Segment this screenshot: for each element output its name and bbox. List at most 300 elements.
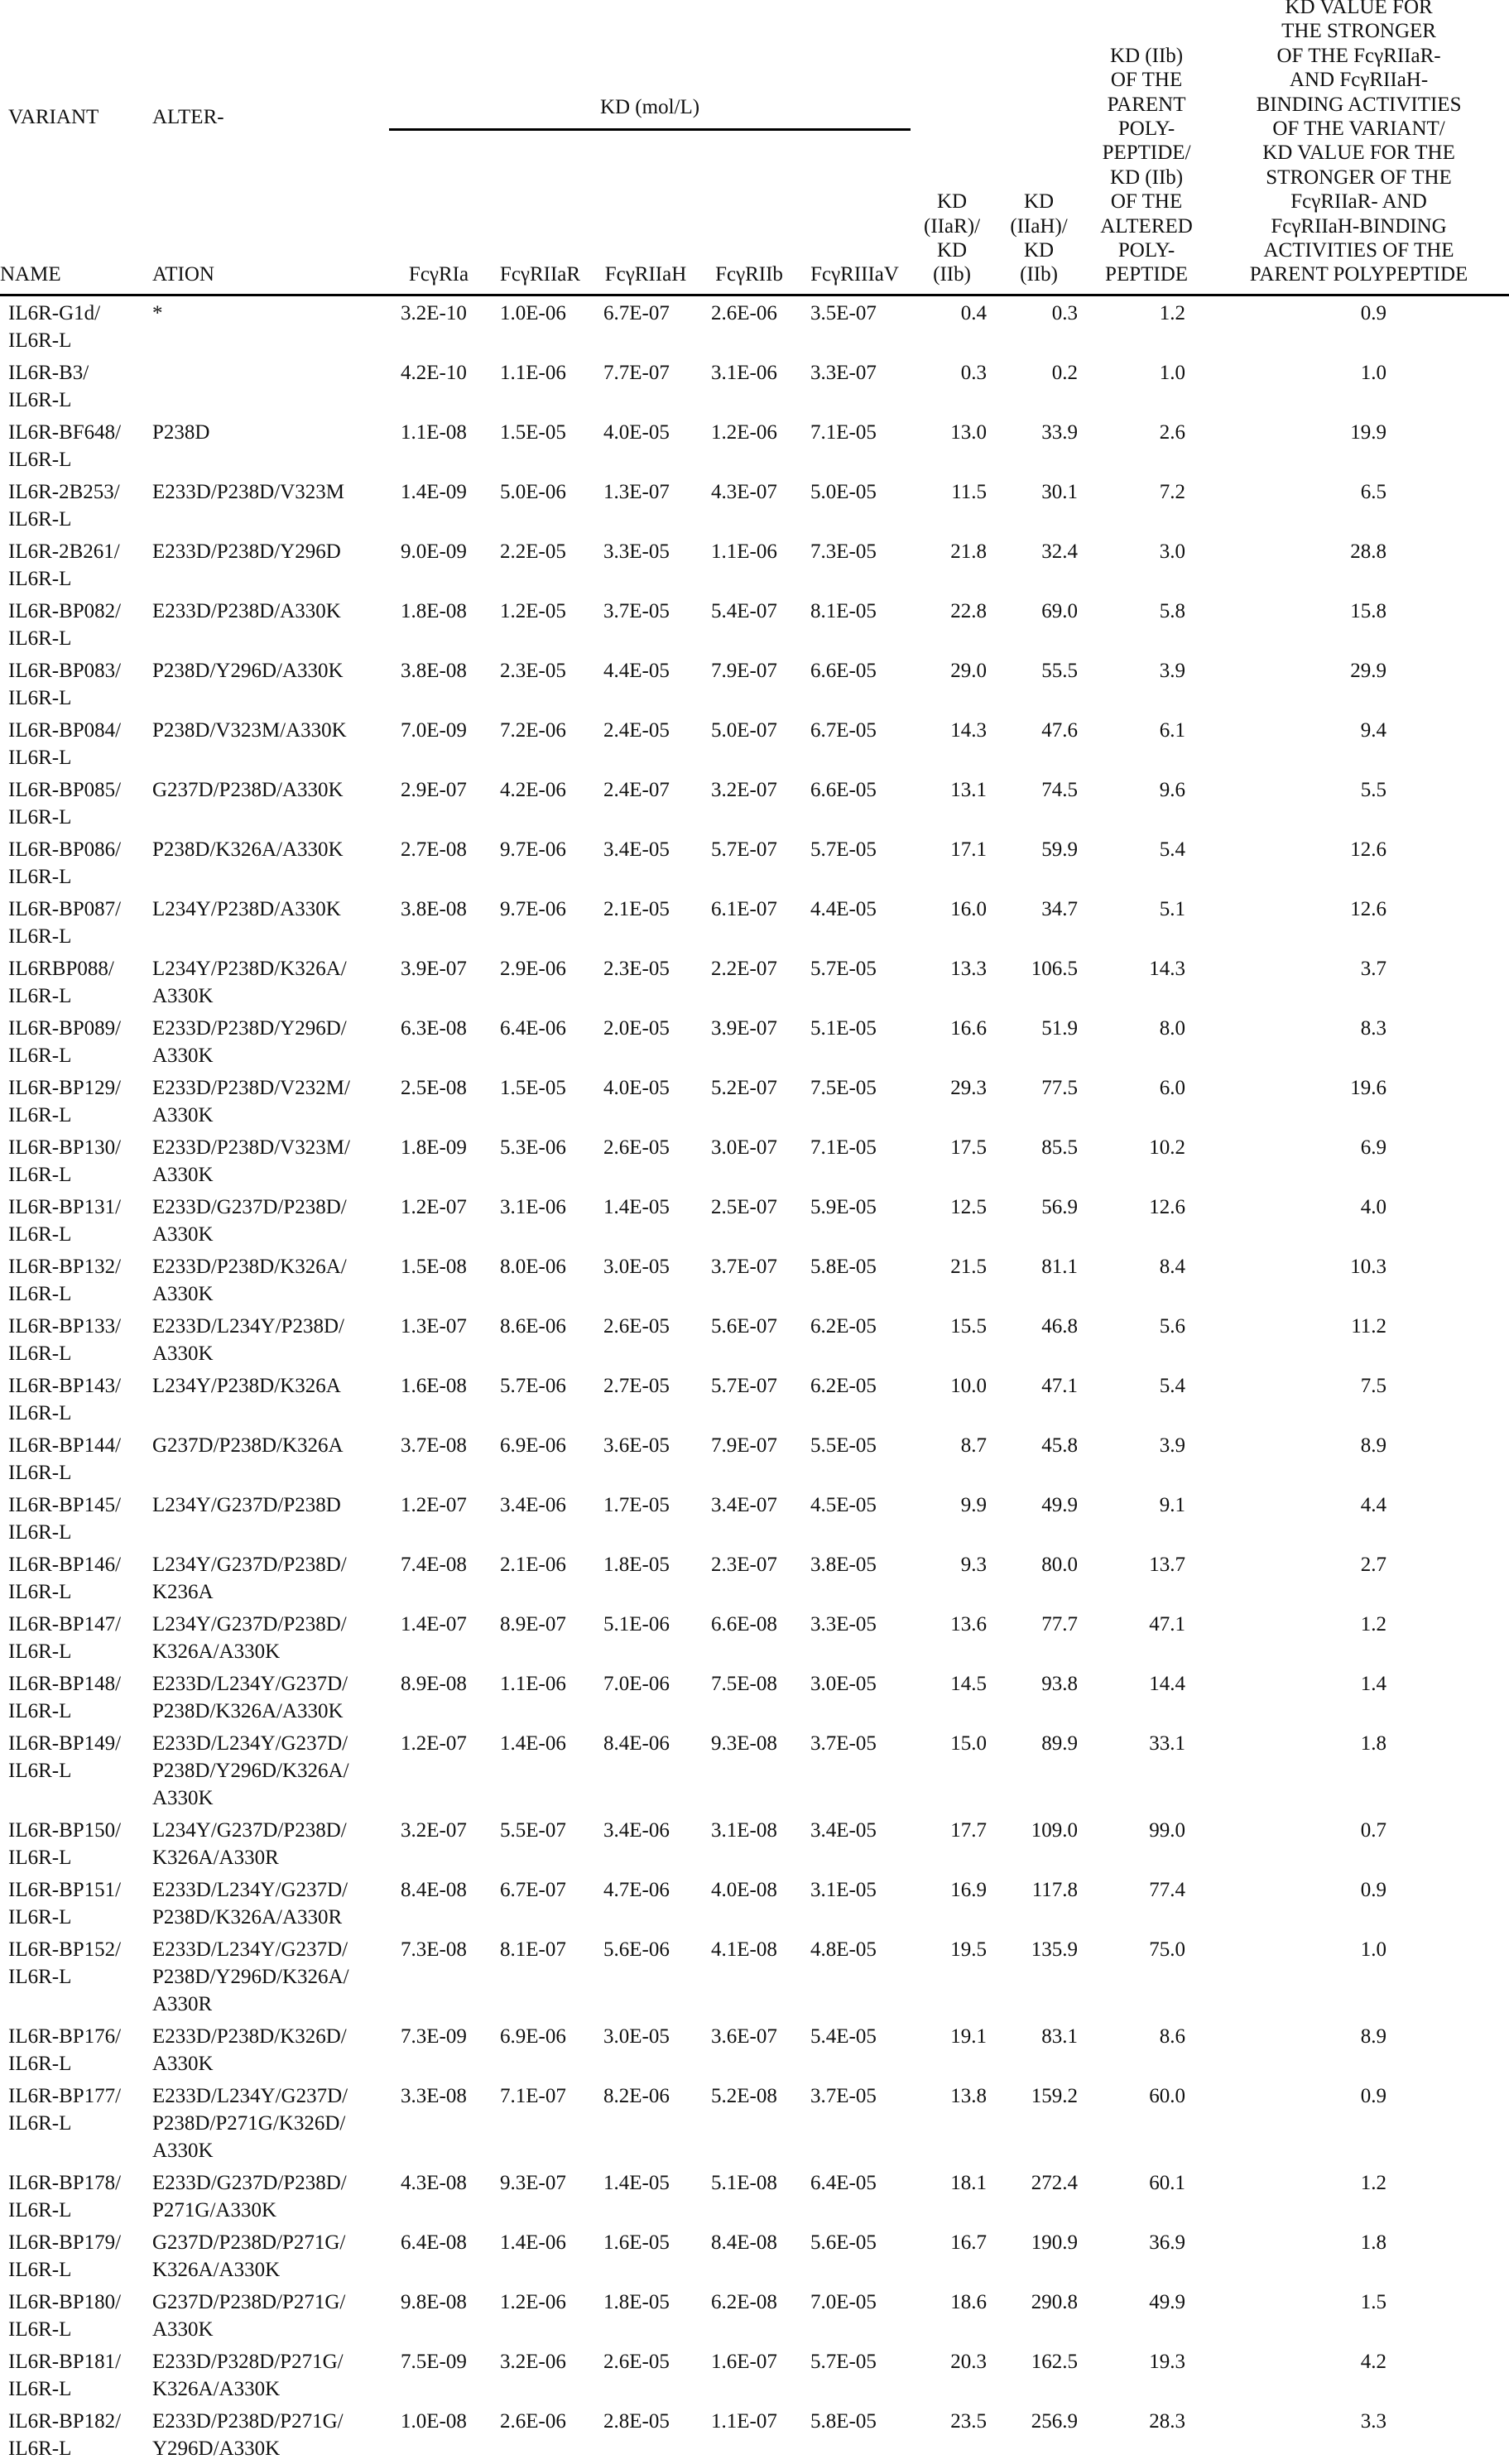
kd-fcgrIIaR: 6.9E-06 (488, 1429, 592, 1488)
ratio-iiah-iib: 51.9 (993, 1011, 1084, 1071)
kd-fcgrIIaR: 8.6E-06 (488, 1309, 592, 1369)
kd-fcgrIa: 1.5E-08 (389, 1250, 488, 1309)
ratio-stronger: 7.5 (1209, 1369, 1509, 1429)
header-fcgrIIaH: FcγRIIaH (592, 129, 699, 295)
kd-fcgrIa: 1.1E-08 (389, 415, 488, 475)
kd-fcgrIIaR: 9.7E-06 (488, 892, 592, 952)
kd-fcgrIIaR: 6.7E-07 (488, 1873, 592, 1933)
kd-fcgrIIb: 5.1E-08 (699, 2166, 799, 2226)
kd-fcgrIa: 1.8E-09 (389, 1131, 488, 1190)
kd-fcgrIIb: 1.2E-06 (699, 415, 799, 475)
kd-fcgrIIIaV: 3.0E-05 (799, 1667, 911, 1727)
ratio-iiar-iib: 16.9 (911, 1873, 993, 1933)
kd-fcgrIIaH: 4.7E-06 (592, 1873, 699, 1933)
ratio-parent-altered: 1.2 (1084, 295, 1209, 356)
kd-fcgrIa: 4.2E-10 (389, 356, 488, 415)
kd-fcgrIIaH: 3.3E-05 (592, 535, 699, 594)
kd-fcgrIIaR: 1.4E-06 (488, 1727, 592, 1813)
kd-fcgrIIb: 2.6E-06 (699, 295, 799, 356)
kd-fcgrIIaH: 7.0E-06 (592, 1667, 699, 1727)
table-row (0, 1933, 1509, 2020)
kd-fcgrIIIaV: 7.0E-05 (799, 2285, 911, 2345)
table-row (0, 2226, 1509, 2285)
kd-fcgrIIaH: 4.4E-05 (592, 654, 699, 713)
ratio-iiar-iib: 17.1 (911, 833, 993, 892)
kd-fcgrIIaR: 2.3E-05 (488, 654, 592, 713)
kd-fcgrIIb: 3.9E-07 (699, 1011, 799, 1071)
ratio-parent-altered: 28.3 (1084, 2404, 1209, 2464)
alteration: G237D/P238D/A330K (149, 773, 389, 833)
kd-fcgrIIaR: 1.4E-06 (488, 2226, 592, 2285)
variant-name: IL6R-BP130/ IL6R-L (0, 1131, 149, 1190)
kd-fcgrIa: 9.8E-08 (389, 2285, 488, 2345)
kd-fcgrIIaR: 2.9E-06 (488, 952, 592, 1011)
kd-fcgrIIIaV: 4.5E-05 (799, 1488, 911, 1548)
kd-fcgrIa: 3.8E-08 (389, 654, 488, 713)
kd-fcgrIIb: 5.4E-07 (699, 594, 799, 654)
variant-name: IL6R-BP182/ IL6R-L (0, 2404, 149, 2464)
kd-fcgrIa: 2.7E-08 (389, 833, 488, 892)
kd-fcgrIIb: 3.4E-07 (699, 1488, 799, 1548)
alteration: E233D/P238D/V323M (149, 475, 389, 535)
kd-fcgrIIIaV: 3.3E-05 (799, 1607, 911, 1667)
ratio-stronger: 15.8 (1209, 594, 1509, 654)
ratio-iiah-iib: 0.2 (993, 356, 1084, 415)
kd-fcgrIIaH: 2.1E-05 (592, 892, 699, 952)
variant-name: IL6R-BP148/ IL6R-L (0, 1667, 149, 1727)
table-row (0, 713, 1509, 773)
ratio-iiah-iib: 55.5 (993, 654, 1084, 713)
header-fcgrIIb: FcγRIIb (699, 129, 799, 295)
ratio-parent-altered: 5.8 (1084, 594, 1209, 654)
variant-name: IL6R-BP150/ IL6R-L (0, 1813, 149, 1873)
table-row (0, 1607, 1509, 1667)
variant-name: IL6R-BP086/ IL6R-L (0, 833, 149, 892)
ratio-parent-altered: 99.0 (1084, 1813, 1209, 1873)
alteration: G237D/P238D/P271G/ K326A/A330K (149, 2226, 389, 2285)
ratio-iiah-iib: 93.8 (993, 1667, 1084, 1727)
kd-fcgrIIb: 2.5E-07 (699, 1190, 799, 1250)
kd-fcgrIIaH: 1.8E-05 (592, 1548, 699, 1607)
ratio-stronger: 28.8 (1209, 535, 1509, 594)
kd-fcgrIa: 3.2E-07 (389, 1813, 488, 1873)
table-row (0, 2166, 1509, 2226)
kd-fcgrIIb: 3.2E-07 (699, 773, 799, 833)
ratio-iiar-iib: 11.5 (911, 475, 993, 535)
ratio-parent-altered: 8.6 (1084, 2020, 1209, 2079)
kd-fcgrIIaH: 4.0E-05 (592, 415, 699, 475)
kd-fcgrIIIaV: 6.6E-05 (799, 773, 911, 833)
kd-fcgrIIaH: 8.4E-06 (592, 1727, 699, 1813)
kd-fcgrIIb: 5.6E-07 (699, 1309, 799, 1369)
kd-fcgrIIb: 7.9E-07 (699, 654, 799, 713)
kd-fcgrIIIaV: 6.2E-05 (799, 1309, 911, 1369)
ratio-iiar-iib: 12.5 (911, 1190, 993, 1250)
ratio-stronger: 3.3 (1209, 2404, 1509, 2464)
variant-name: IL6R-BP151/ IL6R-L (0, 1873, 149, 1933)
variant-name: IL6R-2B253/ IL6R-L (0, 475, 149, 535)
kd-fcgrIIIaV: 3.7E-05 (799, 2079, 911, 2166)
table-row (0, 1813, 1509, 1873)
kd-fcgrIIaR: 8.9E-07 (488, 1607, 592, 1667)
kd-fcgrIIaR: 2.2E-05 (488, 535, 592, 594)
alteration: L234Y/P238D/K326A (149, 1369, 389, 1429)
ratio-stronger: 0.7 (1209, 1813, 1509, 1873)
table-row (0, 2285, 1509, 2345)
alteration: E233D/P238D/V323M/ A330K (149, 1131, 389, 1190)
kd-fcgrIIIaV: 5.0E-05 (799, 475, 911, 535)
kd-fcgrIIaH: 5.1E-06 (592, 1607, 699, 1667)
variant-name: IL6R-BP089/ IL6R-L (0, 1011, 149, 1071)
variant-name: IL6R-BP144/ IL6R-L (0, 1429, 149, 1488)
table-row (0, 1548, 1509, 1607)
ratio-iiar-iib: 13.1 (911, 773, 993, 833)
kd-fcgrIIaR: 1.2E-05 (488, 594, 592, 654)
ratio-iiar-iib: 9.9 (911, 1488, 993, 1548)
ratio-iiah-iib: 47.1 (993, 1369, 1084, 1429)
kd-fcgrIIIaV: 6.6E-05 (799, 654, 911, 713)
ratio-iiar-iib: 0.3 (911, 356, 993, 415)
ratio-iiar-iib: 9.3 (911, 1548, 993, 1607)
ratio-iiar-iib: 15.0 (911, 1727, 993, 1813)
kd-fcgrIIaH: 7.7E-07 (592, 356, 699, 415)
kd-fcgrIIIaV: 7.1E-05 (799, 415, 911, 475)
kd-fcgrIIaH: 2.3E-05 (592, 952, 699, 1011)
kd-fcgrIIaH: 2.8E-05 (592, 2404, 699, 2464)
kd-fcgrIIIaV: 3.5E-07 (799, 295, 911, 356)
header-alteration-top: ALTER- (149, 0, 389, 129)
ratio-parent-altered: 75.0 (1084, 1933, 1209, 2020)
ratio-parent-altered: 5.1 (1084, 892, 1209, 952)
kd-fcgrIIaH: 5.6E-06 (592, 1933, 699, 2020)
variant-name: IL6R-BP152/ IL6R-L (0, 1933, 149, 2020)
ratio-parent-altered: 12.6 (1084, 1190, 1209, 1250)
kd-fcgrIa: 1.3E-07 (389, 1309, 488, 1369)
ratio-parent-altered: 3.9 (1084, 654, 1209, 713)
ratio-stronger: 8.9 (1209, 1429, 1509, 1488)
kd-fcgrIIaH: 3.0E-05 (592, 1250, 699, 1309)
ratio-iiar-iib: 17.7 (911, 1813, 993, 1873)
kd-fcgrIIb: 2.3E-07 (699, 1548, 799, 1607)
header-variant-top: VARIANT (0, 0, 149, 129)
table-row (0, 2079, 1509, 2166)
kd-fcgrIIaH: 8.2E-06 (592, 2079, 699, 2166)
ratio-iiah-iib: 0.3 (993, 295, 1084, 356)
kd-fcgrIIb: 5.2E-08 (699, 2079, 799, 2166)
kd-fcgrIIaH: 2.6E-05 (592, 2345, 699, 2404)
kd-fcgrIa: 3.7E-08 (389, 1429, 488, 1488)
alteration: E233D/L234Y/G237D/ P238D/K326A/A330R (149, 1873, 389, 1933)
ratio-iiah-iib: 80.0 (993, 1548, 1084, 1607)
kd-fcgrIIb: 3.1E-06 (699, 356, 799, 415)
kd-fcgrIIb: 8.4E-08 (699, 2226, 799, 2285)
table-row (0, 2020, 1509, 2079)
kd-fcgrIIIaV: 5.7E-05 (799, 2345, 911, 2404)
kd-fcgrIIIaV: 7.3E-05 (799, 535, 911, 594)
ratio-iiah-iib: 32.4 (993, 535, 1084, 594)
table-row (0, 594, 1509, 654)
alteration: E233D/L234Y/G237D/ P238D/P271G/K326D/ A330K (149, 2079, 389, 2166)
kd-fcgrIIaH: 3.4E-05 (592, 833, 699, 892)
kd-fcgrIIb: 5.2E-07 (699, 1071, 799, 1131)
kd-fcgrIIaH: 6.7E-07 (592, 295, 699, 356)
ratio-iiar-iib: 23.5 (911, 2404, 993, 2464)
ratio-stronger: 1.5 (1209, 2285, 1509, 2345)
alteration: L234Y/G237D/P238D/ K326A/A330R (149, 1813, 389, 1873)
table-row (0, 1250, 1509, 1309)
ratio-stronger: 1.2 (1209, 1607, 1509, 1667)
ratio-iiar-iib: 21.8 (911, 535, 993, 594)
kd-fcgrIIaH: 2.6E-05 (592, 1309, 699, 1369)
kd-fcgrIIaH: 1.4E-05 (592, 1190, 699, 1250)
table-header (0, 0, 1509, 295)
table-row (0, 1131, 1509, 1190)
kd-fcgrIIaR: 2.6E-06 (488, 2404, 592, 2464)
alteration: E233D/P238D/Y296D/ A330K (149, 1011, 389, 1071)
kd-fcgrIa: 6.4E-08 (389, 2226, 488, 2285)
table-row (0, 892, 1509, 952)
kd-fcgrIIb: 9.3E-08 (699, 1727, 799, 1813)
ratio-parent-altered: 6.1 (1084, 713, 1209, 773)
kd-fcgrIIaH: 1.4E-05 (592, 2166, 699, 2226)
ratio-stronger: 6.9 (1209, 1131, 1509, 1190)
ratio-parent-altered: 49.9 (1084, 2285, 1209, 2345)
kd-fcgrIIIaV: 5.5E-05 (799, 1429, 911, 1488)
ratio-iiah-iib: 89.9 (993, 1727, 1084, 1813)
ratio-parent-altered: 19.3 (1084, 2345, 1209, 2404)
ratio-iiar-iib: 16.0 (911, 892, 993, 952)
ratio-parent-altered: 8.4 (1084, 1250, 1209, 1309)
kd-fcgrIa: 1.4E-07 (389, 1607, 488, 1667)
ratio-parent-altered: 5.6 (1084, 1309, 1209, 1369)
variant-name: IL6R-BP085/ IL6R-L (0, 773, 149, 833)
alteration: E233D/L234Y/G237D/ P238D/Y296D/K326A/ A330K (149, 1727, 389, 1813)
ratio-iiar-iib: 13.0 (911, 415, 993, 475)
ratio-iiah-iib: 106.5 (993, 952, 1084, 1011)
ratio-iiar-iib: 0.4 (911, 295, 993, 356)
ratio-iiar-iib: 18.1 (911, 2166, 993, 2226)
kd-fcgrIa: 3.3E-08 (389, 2079, 488, 2166)
variant-name: IL6R-BP133/ IL6R-L (0, 1309, 149, 1369)
kd-fcgrIIb: 4.0E-08 (699, 1873, 799, 1933)
header-fcgrIa: FcγRIa (389, 129, 488, 295)
kd-fcgrIIIaV: 5.4E-05 (799, 2020, 911, 2079)
kd-fcgrIa: 1.2E-07 (389, 1727, 488, 1813)
kd-fcgrIa: 8.9E-08 (389, 1667, 488, 1727)
ratio-parent-altered: 33.1 (1084, 1727, 1209, 1813)
table-row (0, 1429, 1509, 1488)
ratio-iiah-iib: 159.2 (993, 2079, 1084, 2166)
alteration: E233D/P238D/V232M/ A330K (149, 1071, 389, 1131)
alteration: G237D/P238D/P271G/ A330K (149, 2285, 389, 2345)
ratio-parent-altered: 36.9 (1084, 2226, 1209, 2285)
variant-name: IL6R-BP129/ IL6R-L (0, 1071, 149, 1131)
ratio-iiar-iib: 15.5 (911, 1309, 993, 1369)
ratio-iiah-iib: 256.9 (993, 2404, 1084, 2464)
kd-fcgrIa: 1.0E-08 (389, 2404, 488, 2464)
ratio-stronger: 5.5 (1209, 773, 1509, 833)
kd-fcgrIIIaV: 3.3E-07 (799, 356, 911, 415)
kd-fcgrIIb: 3.1E-08 (699, 1813, 799, 1873)
kd-fcgrIIIaV: 3.7E-05 (799, 1727, 911, 1813)
table-row (0, 654, 1509, 713)
kd-fcgrIIb: 1.6E-07 (699, 2345, 799, 2404)
kd-fcgrIIaR: 9.7E-06 (488, 833, 592, 892)
ratio-iiah-iib: 162.5 (993, 2345, 1084, 2404)
kd-fcgrIIIaV: 3.8E-05 (799, 1548, 911, 1607)
kd-fcgrIIaR: 1.5E-05 (488, 415, 592, 475)
ratio-iiar-iib: 14.3 (911, 713, 993, 773)
kd-fcgrIa: 7.3E-09 (389, 2020, 488, 2079)
kd-fcgrIIaR: 9.3E-07 (488, 2166, 592, 2226)
ratio-iiah-iib: 109.0 (993, 1813, 1084, 1873)
alteration: G237D/P238D/K326A (149, 1429, 389, 1488)
alteration: P238D (149, 415, 389, 475)
kd-fcgrIIIaV: 3.4E-05 (799, 1813, 911, 1873)
ratio-iiar-iib: 8.7 (911, 1429, 993, 1488)
kd-fcgrIIIaV: 5.1E-05 (799, 1011, 911, 1071)
variant-name: IL6R-BP176/ IL6R-L (0, 2020, 149, 2079)
table-row (0, 2404, 1509, 2464)
variant-name: IL6RBP088/ IL6R-L (0, 952, 149, 1011)
ratio-iiah-iib: 290.8 (993, 2285, 1084, 2345)
ratio-iiar-iib: 22.8 (911, 594, 993, 654)
kd-fcgrIIb: 2.2E-07 (699, 952, 799, 1011)
table-row (0, 415, 1509, 475)
variant-name: IL6R-2B261/ IL6R-L (0, 535, 149, 594)
ratio-stronger: 4.0 (1209, 1190, 1509, 1250)
ratio-iiar-iib: 16.6 (911, 1011, 993, 1071)
ratio-iiar-iib: 19.5 (911, 1933, 993, 2020)
kd-fcgrIIIaV: 5.8E-05 (799, 2404, 911, 2464)
variant-name: IL6R-BP179/ IL6R-L (0, 2226, 149, 2285)
table-row (0, 475, 1509, 535)
ratio-stronger: 10.3 (1209, 1250, 1509, 1309)
table-row (0, 1488, 1509, 1548)
ratio-iiar-iib: 13.6 (911, 1607, 993, 1667)
kd-fcgrIa: 7.0E-09 (389, 713, 488, 773)
alteration: E233D/L234Y/G237D/ P238D/K326A/A330K (149, 1667, 389, 1727)
alteration: E233D/P238D/K326D/ A330K (149, 2020, 389, 2079)
ratio-stronger: 0.9 (1209, 2079, 1509, 2166)
variant-name: IL6R-BP177/ IL6R-L (0, 2079, 149, 2166)
kd-fcgrIa: 6.3E-08 (389, 1011, 488, 1071)
ratio-stronger: 12.6 (1209, 892, 1509, 952)
kd-table (0, 0, 1509, 2464)
alteration: E233D/L234Y/P238D/ A330K (149, 1309, 389, 1369)
kd-fcgrIIIaV: 5.8E-05 (799, 1250, 911, 1309)
kd-fcgrIIIaV: 5.7E-05 (799, 952, 911, 1011)
kd-fcgrIIb: 7.9E-07 (699, 1429, 799, 1488)
variant-name: IL6R-BP147/ IL6R-L (0, 1607, 149, 1667)
header-ratio-stronger: KD VALUE FOR THE STRONGER OF THE FcγRIIaR- AND FcγRIIaH- BINDING ACTIVITIES OF THE VARIANT/ KD VALUE FOR THE STRONGER OF THE FcγRIIaR- AND FcγRIIaH-BINDING ACTIVITIES OF THE PARENT POLYPEPTIDE (1209, 0, 1509, 295)
kd-fcgrIa: 1.6E-08 (389, 1369, 488, 1429)
kd-fcgrIIaH: 1.3E-07 (592, 475, 699, 535)
ratio-iiah-iib: 30.1 (993, 475, 1084, 535)
ratio-iiah-iib: 77.7 (993, 1607, 1084, 1667)
ratio-iiah-iib: 59.9 (993, 833, 1084, 892)
variant-name: IL6R-B3/ IL6R-L (0, 356, 149, 415)
alteration (149, 356, 389, 415)
kd-fcgrIIb: 6.1E-07 (699, 892, 799, 952)
kd-fcgrIIaR: 1.5E-05 (488, 1071, 592, 1131)
kd-fcgrIa: 8.4E-08 (389, 1873, 488, 1933)
kd-fcgrIIaH: 3.4E-06 (592, 1813, 699, 1873)
kd-fcgrIIb: 4.3E-07 (699, 475, 799, 535)
kd-fcgrIa: 2.9E-07 (389, 773, 488, 833)
kd-fcgrIIaR: 7.1E-07 (488, 2079, 592, 2166)
variant-name: IL6R-BP087/ IL6R-L (0, 892, 149, 952)
kd-fcgrIIIaV: 6.2E-05 (799, 1369, 911, 1429)
alteration: L234Y/G237D/P238D/ K236A (149, 1548, 389, 1607)
kd-fcgrIIaR: 1.0E-06 (488, 295, 592, 356)
alteration: E233D/P238D/Y296D (149, 535, 389, 594)
kd-fcgrIIIaV: 7.5E-05 (799, 1071, 911, 1131)
ratio-stronger: 4.4 (1209, 1488, 1509, 1548)
table-row (0, 2345, 1509, 2404)
kd-fcgrIIaR: 5.0E-06 (488, 475, 592, 535)
header-ratio-iiah-iib: KD (IIaH)/ KD (IIb) (993, 0, 1084, 295)
kd-fcgrIIaH: 1.6E-05 (592, 2226, 699, 2285)
kd-fcgrIIaR: 8.0E-06 (488, 1250, 592, 1309)
variant-name: IL6R-BP145/ IL6R-L (0, 1488, 149, 1548)
ratio-iiah-iib: 69.0 (993, 594, 1084, 654)
ratio-iiah-iib: 47.6 (993, 713, 1084, 773)
table-row (0, 1190, 1509, 1250)
ratio-iiar-iib: 21.5 (911, 1250, 993, 1309)
ratio-parent-altered: 6.0 (1084, 1071, 1209, 1131)
ratio-stronger: 19.9 (1209, 415, 1509, 475)
variant-name: IL6R-BP143/ IL6R-L (0, 1369, 149, 1429)
alteration: P238D/K326A/A330K (149, 833, 389, 892)
ratio-iiar-iib: 19.1 (911, 2020, 993, 2079)
kd-fcgrIIaH: 4.0E-05 (592, 1071, 699, 1131)
ratio-parent-altered: 77.4 (1084, 1873, 1209, 1933)
kd-fcgrIa: 1.8E-08 (389, 594, 488, 654)
kd-fcgrIIaR: 8.1E-07 (488, 1933, 592, 2020)
variant-name: IL6R-BP082/ IL6R-L (0, 594, 149, 654)
kd-fcgrIIIaV: 3.1E-05 (799, 1873, 911, 1933)
ratio-stronger: 8.9 (1209, 2020, 1509, 2079)
kd-fcgrIIIaV: 4.4E-05 (799, 892, 911, 952)
ratio-iiah-iib: 272.4 (993, 2166, 1084, 2226)
variant-name: IL6R-BP132/ IL6R-L (0, 1250, 149, 1309)
variant-name: IL6R-BP084/ IL6R-L (0, 713, 149, 773)
table-row (0, 295, 1509, 356)
ratio-parent-altered: 10.2 (1084, 1131, 1209, 1190)
kd-fcgrIIaR: 5.7E-06 (488, 1369, 592, 1429)
kd-fcgrIa: 7.5E-09 (389, 2345, 488, 2404)
ratio-parent-altered: 1.0 (1084, 356, 1209, 415)
ratio-iiar-iib: 17.5 (911, 1131, 993, 1190)
kd-fcgrIa: 7.4E-08 (389, 1548, 488, 1607)
kd-fcgrIa: 2.5E-08 (389, 1071, 488, 1131)
kd-fcgrIIIaV: 7.1E-05 (799, 1131, 911, 1190)
kd-fcgrIa: 1.4E-09 (389, 475, 488, 535)
kd-fcgrIIaH: 2.7E-05 (592, 1369, 699, 1429)
alteration: E233D/P328D/P271G/ K326A/A330K (149, 2345, 389, 2404)
ratio-parent-altered: 5.4 (1084, 1369, 1209, 1429)
variant-name: IL6R-BP083/ IL6R-L (0, 654, 149, 713)
table-body (0, 295, 1509, 2464)
ratio-iiar-iib: 29.3 (911, 1071, 993, 1131)
kd-fcgrIIaH: 2.4E-05 (592, 713, 699, 773)
alteration: * (149, 295, 389, 356)
ratio-parent-altered: 13.7 (1084, 1548, 1209, 1607)
ratio-stronger: 2.7 (1209, 1548, 1509, 1607)
alteration: E233D/P238D/P271G/ Y296D/A330K (149, 2404, 389, 2464)
ratio-stronger: 1.0 (1209, 1933, 1509, 2020)
